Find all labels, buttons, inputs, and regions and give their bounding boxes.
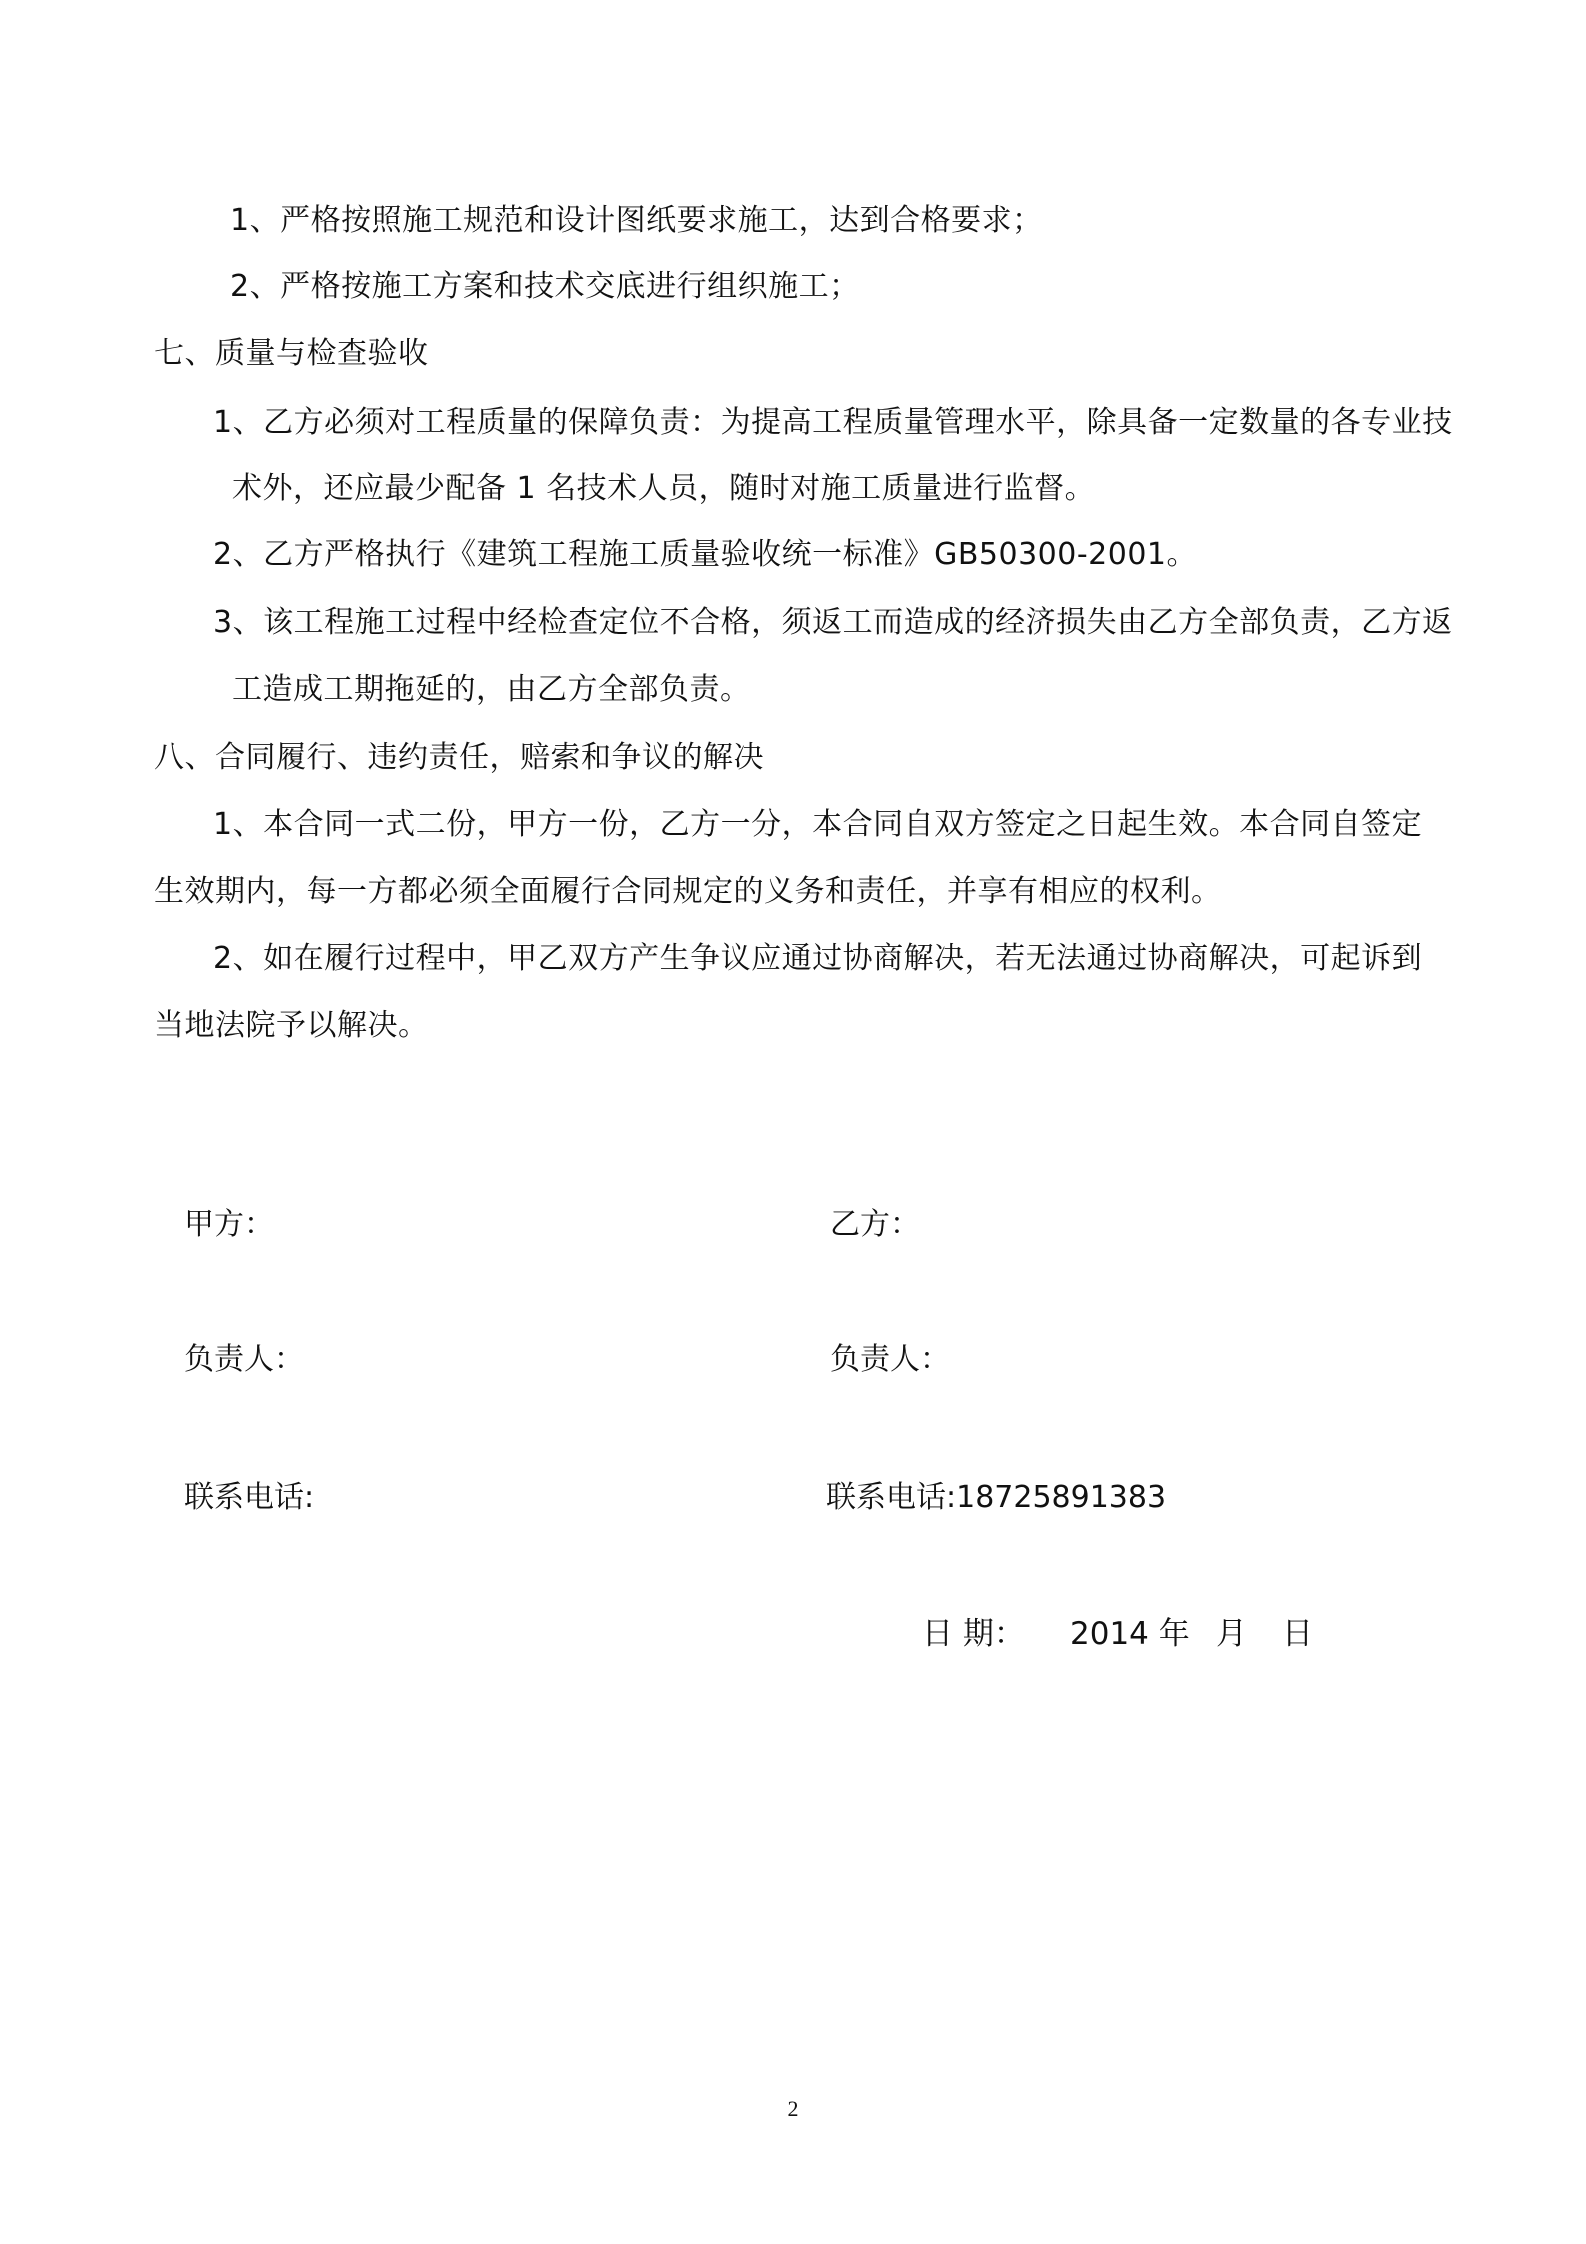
- date-month: 月: [1216, 1616, 1247, 1652]
- date-label: 日 期：: [922, 1616, 1025, 1652]
- party-b-person-label: 负责人：: [830, 1342, 950, 1377]
- date-year: 2014 年: [1070, 1616, 1190, 1652]
- section-7-item-3-line-1: 3、该工程施工过程中经检查定位不合格，须返工而造成的经济损失由乙方全部负责，乙方返: [213, 605, 1453, 640]
- construction-item-1: 1、严格按照施工规范和设计图纸要求施工，达到合格要求；: [230, 203, 1043, 238]
- page-number: 2: [787, 2096, 799, 2121]
- party-b-label: 乙方：: [830, 1207, 920, 1242]
- party-a-person-label: 负责人：: [184, 1342, 304, 1377]
- construction-item-2: 2、严格按施工方案和技术交底进行组织施工；: [230, 269, 860, 304]
- section-8-heading: 八、合同履行、违约责任，赔索和争议的解决: [154, 740, 764, 775]
- party-a-phone-label: 联系电话:: [184, 1480, 315, 1515]
- section-7-heading: 七、质量与检查验收: [154, 336, 429, 371]
- section-8-item-2-line-2: 当地法院予以解决。: [154, 1008, 429, 1043]
- party-b-phone: 联系电话:18725891383: [826, 1480, 1167, 1515]
- section-7-item-2: 2、乙方严格执行《建筑工程施工质量验收统一标准》GB50300-2001。: [213, 537, 1198, 572]
- section-7-item-1-line-1: 1、乙方必须对工程质量的保障负责：为提高工程质量管理水平，除具备一定数量的各专业技: [213, 405, 1453, 440]
- section-7-item-1-line-2: 术外，还应最少配备 1 名技术人员，随时对施工质量进行监督。: [232, 471, 1096, 506]
- section-8-item-2-line-1: 2、如在履行过程中，甲乙双方产生争议应通过协商解决，若无法通过协商解决，可起诉到: [213, 941, 1423, 976]
- section-8-item-1-line-1: 1、本合同一式二份，甲方一份，乙方一分，本合同自双方签定之日起生效。本合同自签定: [213, 807, 1423, 842]
- section-8-item-1-line-2: 生效期内，每一方都必须全面履行合同规定的义务和责任，并享有相应的权利。: [154, 874, 1222, 909]
- section-7-item-3-line-2: 工造成工期拖延的，由乙方全部负责。: [232, 672, 751, 707]
- date-day: 日: [1282, 1616, 1313, 1652]
- party-a-label: 甲方：: [184, 1207, 274, 1242]
